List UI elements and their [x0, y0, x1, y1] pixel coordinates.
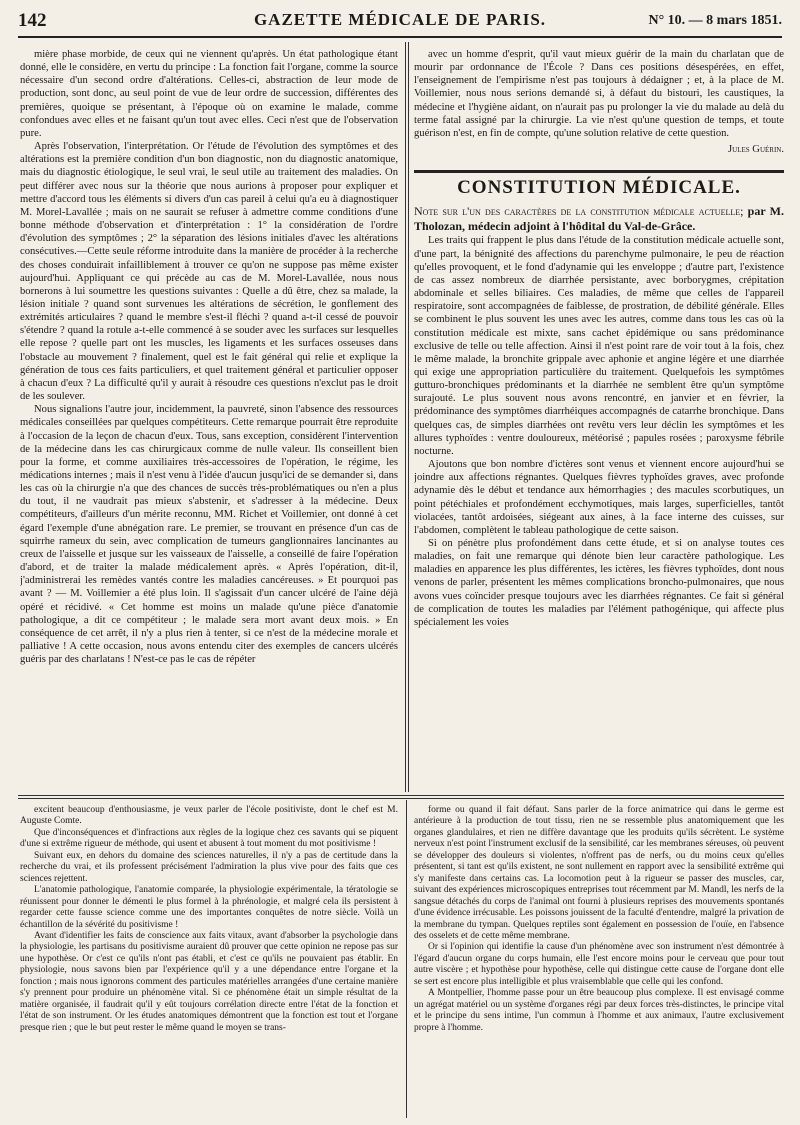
feuilleton-left-column: [20, 805, 398, 1117]
section-rule: [414, 170, 784, 173]
feuilleton-right-column: [414, 805, 784, 1117]
paragraph: Après l'observation, l'interprétation. Or l'étude de l'évolution des symptômes et des altérations est la première condition d'un bon diagnostic, non du diagnostic anatomique, mais du diagnostic étiologique, le seul vrai, le seul utile au traitement des maladies. On peut différer avec nous sur la théorie que nous aurions à proposer pour expliquer et mettre d'accord tous les éléments si divers d'un cas pareil à celui qu'a eu à diagnostiquer M. Morel-Lavallée ; mais on ne saurait se refuser à admettre comme conditions d'une bonne méthode d'observation et d'interprétation : 1° la considération de l'ordre d'évolution des symptômes ; 2° la séparation des lésions initiales d'avec les altérations consécutives.—Cette seule réforme introduite dans la manière de procéder à la recherche des choses conduirait infailliblement à trouver ce qu'on ne suppose pas même exister aujourd'hui. Appliquant ce qui précède au cas de M. Morel-Lavallée, nous nous bornerons à lui soumettre les questions suivantes : Quelle a dû être, chez sa malade, la lésion initiale ? quand sont survenues les altérations de sécrétion, le gonflement des extrémités articulaires ? quand le membre s'est-il fléchi ? quand a-t-il cessé de pouvoir s'étendre ? quand la rotule a-t-elle commencé à se souder avec les surfaces sur lesquelles elle repose ? quelle part ont les muscles, les ligaments et les surfaces osseuses dans l'obstacle au mouvement ? finalement, quel est le fait général qui relie et explique la génération de tous ces faits particuliers, et quel traitement général et particulier opposer à chacun d'eux ? La difficulté qu'il y aurait à résoudre ces questions n'exclut pas le droit de les soulever.: [20, 141, 398, 403]
article-subtitle-lead: Note sur l'un des caractères de la constitution médicale actuelle;: [414, 204, 744, 219]
paragraph: Suivant eux, en dehors du domaine des sciences naturelles, il n'y a pas de certitude dans la recherche du vrai, et ils professent précisément l'admiration la plus vive pour des faits que ces sciences rejettent.: [20, 850, 398, 884]
paragraph: Que d'inconséquences et d'infractions aux règles de la logique chez ces savants qui se piquent d'une si extrême rigueur de méthode, qui usent et abusent à tout moment du mot positivisme !: [20, 827, 398, 850]
paragraph: avec un homme d'esprit, qu'il vaut mieux guérir de la main du charlatan que de mourir par ordonnance de l'École ? Dans ces positions désespérées, en effet, l'enseignement de l'empirisme n'est pas toujours à dédaigner ; et, à la place de M. Voillemier, nous nous serions demandé si, à défaut du bistouri, les caustiques, la médecine et l'hygiène aidant, on n'aurait pas pu prolonger la vie du malade au delà du terme fatal assigné par la chirurgie. La vie n'est qu'une question de temps, et toute guérison n'est, en fin de compte, qu'une solution relative de cette question.: [414, 49, 784, 139]
paragraph: Si on pénètre plus profondément dans cette étude, et si on analyse toutes ces maladies, on fait une remarque qui dénote bien leur caractère pathologique. Les maladies en apparence les plus différentes, les ictères, les fièvres typhoïdes, dont nous venons de parler, présentent les mêmes complications broncho-pulmonaires, que nous avons vues coïncider presque toujours avec les diarrhées régnantes. Ce fait si général de complication de toutes les maladies par l'élément pathogénique, qui affecte plus spécialement les voies: [414, 538, 784, 628]
paragraph: Ajoutons que bon nombre d'ictères sont venus et viennent encore aujourd'hui se joindre aux affections régnantes. Quelques fièvres typhoïdes graves, avec profonde adynamie dès le début et tendance aux hémorrhagies ; des macules scorbutiques, un point pétéchiales et profondément ecchymotiques, mais larges, superficielles, tantôt violacées, tantôt ardoisées, siégeant aux aines, à la face interne des cuisses, sur l'abdomen, complètent le tableau pathologique de cette saison.: [414, 459, 784, 536]
page-header: [18, 10, 782, 38]
feuilleton-rule: [18, 798, 784, 799]
paragraph: Avant d'identifier les faits de conscience aux faits vitaux, avant d'absorber la psychologie dans la physiologie, les partisans du positivisme auraient dû prouver que cette opinion ne repose pas sur une hypothèse. Or c'est ce qu'ils n'ont pas établi, et c'est ce qu'ils ne pouvaient pas établir. En physiologie, nous savons bien par l'expérience qu'il y a une dépendance entre l'organe et la fonction ; mais nous ignorons comment des particules matérielles arrangées d'une certaine manière s'y prennent pour produire un phénomène vital. Si ce phénomène était un simple résultat de la matière organisée, il faudrait qu'il y eût toujours corrélation directe entre l'état de la fonction et l'état de son instrument. Or les études anatomiques démontrent que la fonction est tout et l'organe presque rien ; que le but peut rester le même quand le moyen se trans-: [20, 930, 398, 1033]
article-subtitle-author: par M. Tholozan, médecin adjoint à l'hôdital du Val-de-Grâce.: [414, 204, 784, 234]
paragraph: mière phase morbide, de ceux qui ne viennent qu'après. Un état pathologique étant donné, elle le considère, en vertu du principe : La fonction fait l'organe, comme la source nécessaire d'un second ordre d'altérations. Celles-ci, abstraction de leur mode de production, sont donc, au seul point de vue de leur ordre de succession, différentes des premières, quoique se présentant, à l'époque où on examine le malade, comme confondues avec elles et ne faisant qu'un tout avec elles. Ceci n'est que de l'observation pure.: [20, 49, 398, 139]
feuilleton-column-divider: [406, 800, 407, 1118]
paragraph: Nous signalions l'autre jour, incidemment, la pauvreté, sinon l'absence des ressources médicales conseillées par quelques compétiteurs. Cette remarque pourrait être reproduite à l'occasion de la leçon de chacun d'eux. Tous, sans exception, considèrent l'intervention de la médecine dans les cas chirurgicaux comme de nulle valeur. Ils conseillent bien pour la forme, et comme auxiliaires très-accessoires de l'opération, le régime, les médications internes ; mais il n'est venu à l'idée d'aucun jusqu'ici de se demander si, dans les cas où la chirurgie n'a que des chances de succès très-problématiques ou n'en a plus du tout, il ne vaudrait pas mieux s'abstenir, et s'adresser à la médecine. Deux compétiteurs, d'ailleurs d'un mérite reconnu, MM. Richet et Voillemier, ont donné à cet égard l'exemple d'une abnégation rare. Le premier, se trouvant en présence d'un cas de squirrhe rameux du sein, avec complication de tumeurs ganglionnaires lancinantes au creux de l'aisselle et jusque sur les vaisseaux de l'aisselle, a conseillé de faire l'opération d'abord, et de traiter la malade médicalement après. « Après l'opération, dit-il, j'administrerai les remèdes vantés contre les maladies cancéreuses. » Et pourquoi pas avant ? — M. Voillemier a été plus loin. Il s'agissait d'un cancer ulcéré de l'aine déjà opéré et récidivé. « Cet homme est moins un malade qu'une pièce d'anatomie pathologique, a dit ce compétiteur ; le malade sera mort avant deux mois. » En conséquence de cet arrêt, il n'y a plus rien à tenter, si ce n'est de la médecine morale et palliative ! A cette occasion, nous avons entendu citer des exemples de cancers ulcérés guéris par des charlatans ! N'est-ce pas le cas de répéter: [20, 404, 398, 666]
paragraph: A Montpellier, l'homme passe pour un être beaucoup plus complexe. Il est envisagé comme un agrégat matériel ou un système d'organes régi par deux forces très-distinctes, le principe vital et le principe du sens intime, l'un commun à l'homme et aux animaux, l'autre exclusivement propre à l'homme.: [414, 988, 784, 1033]
article-subtitle: [414, 204, 784, 234]
paragraph: forme ou quand il fait défaut. Sans parler de la force animatrice qui dans le germe est antérieure à la production de tout tissu, rien ne se ressemble plus anatomiquement que les organes glandulaires, et rien ne diffère davantage que les produits qu'ils sécrètent. Le système nerveux n'est point l'instrument exclusif de la sensibilité, car les membranes séreuses, où peuvent se développer des douleurs si violentes, n'offrent pas de nerfs, ou du moins ceux qu'elles présentent, si tant est qu'ils existent, ne sont nullement en rapport avec la sensibilité extrême qui s'y manifeste dans certains cas. La locomotion peut à la rigueur se passer des muscles, car, suivant des expériences microscopiques entreprises tout récemment par M. Mandl, les nerfs de la sangsue détachés du corps de l'animal ont fourni à plusieurs reprises des mouvements spontanés d'une évidence irrécusable. Les poissons jouissent de la faculté d'entendre, malgré la privation de la membrane du tympan. Quelques reptiles sont également en possession de l'ouïe, en l'absence des osselets et de cette même membrane.: [414, 805, 784, 941]
paragraph: Or si l'opinion qui identifie la cause d'un phénomène avec son instrument n'est démontrée à l'égard d'aucun organe du corps humain, elle l'est encore moins pour le cerveau que pour tout autre viscère ; et hypothèse pour hypothèse, celle qui distingue cette cause de l'organe dont elle se sert est encore plus intelligible et plus vraisemblable que celle qui les confond.: [414, 942, 784, 987]
column-divider: [405, 42, 406, 792]
feuilleton-rule: [18, 795, 784, 796]
right-column: [414, 48, 784, 788]
signature: [414, 143, 784, 156]
signature-name: Jules Guérin.: [728, 144, 784, 156]
column-divider: [408, 42, 409, 792]
left-column: [20, 48, 398, 788]
section-heading: CONSTITUTION MÉDICALE.: [457, 177, 741, 199]
paragraph: excitent beaucoup d'enthousiasme, je veux parler de l'école positiviste, dont le chef est M. Auguste Comte.: [20, 805, 398, 827]
paragraph: Les traits qui frappent le plus dans l'étude de la constitution médicale actuelle sont, d'une part, la bénignité des affections du parenchyme pulmonaire, le peu de réaction qu'elles provoquent, et le fond d'adynamie qui les enveloppe ; d'autre part, l'existence de cas assez nombreux de diarrhée persistante, avec borborygmes, crépitation abdominale et selles biliaires. Ces maladies, de même que celles de l'appareil respiratoire, sont accompagnées de faiblesse, de prostration, de débilité générale. Elles se combinent le plus souvent les unes avec les autres, comme dans tous les cas où la constitution médicale est mixte, sans cachet épidémique ou sans prédominance exclusive de telle ou telle affection. Ainsi il n'est point rare de voir tout à la fois, chez le même malade, la bronchite grippale avec aphonie et angine légère et une diarrhée qui exige une appropriation particulière du traitement. Quelquefois les symptômes gutturo-bronchiques prédominants et la diarrhée ne semblent être qu'un symptôme surajouté. Le plus souvent nous avons rencontré, en janvier et en février, la prédominance des symptômes diarrhéiques accompagnés de catarrhe bronchique. Dans quelques cas, de simples diarrhées ont revêtu vers leur déclin les symptômes et les allures typhoïdes : ventre douloureux, météorisé ; papules rosées ; paroxysme fébrile nocturne.: [414, 235, 784, 457]
page-number: 142: [18, 10, 47, 31]
journal-title: GAZETTE MÉDICALE DE PARIS.: [253, 10, 547, 29]
issue-date: N° 10. — 8 mars 1851.: [648, 13, 782, 28]
paragraph: L'anatomie pathologique, l'anatomie comparée, la physiologie expérimentale, la tératologie se réunissent pour donner le démenti le plus formel à la phrénologie, et malgré cela ils persistent à regarder cette fausse science comme une des importantes conquêtes de notre siècle. Voilà un échantillon de la sévérité du positivisme !: [20, 885, 398, 930]
